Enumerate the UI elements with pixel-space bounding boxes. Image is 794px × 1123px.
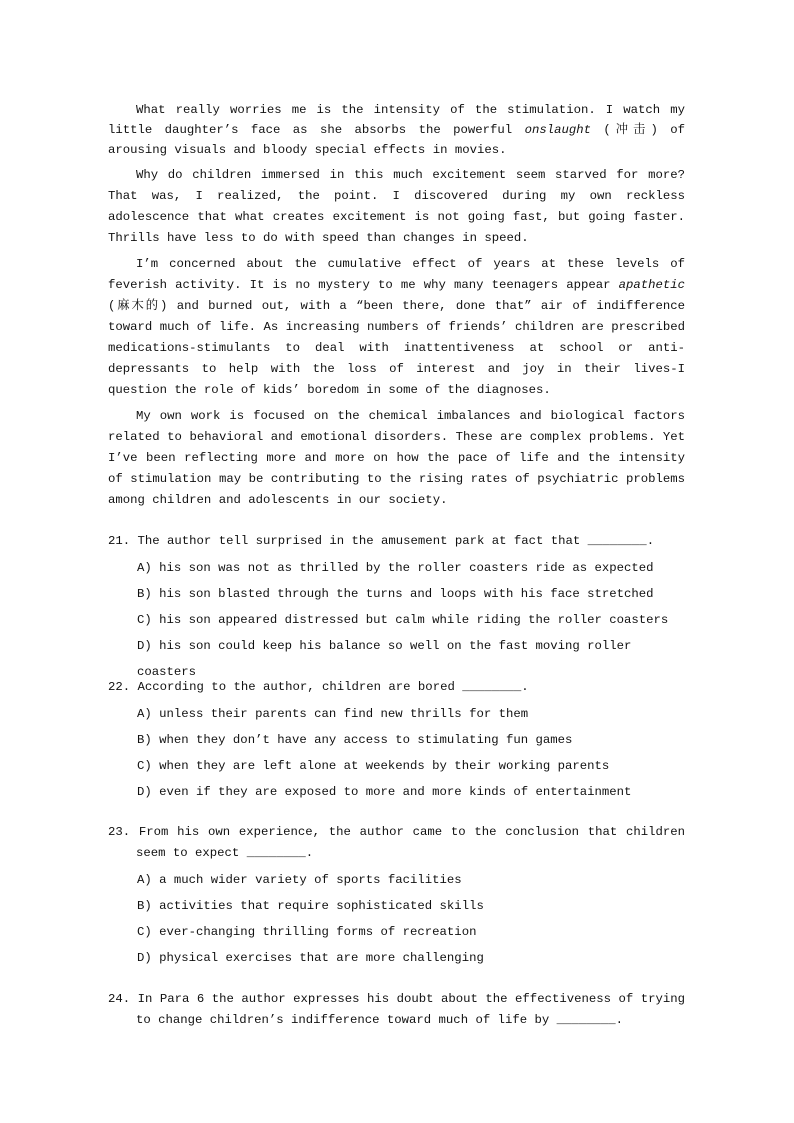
option-c: C) ever-changing thrilling forms of recreation bbox=[137, 925, 477, 939]
option-a: A) a much wider variety of sports facilities bbox=[137, 873, 462, 887]
question-stem: 24. In Para 6 the author expresses his doubt about the effectiveness of trying to change children’s indifference toward much of life by ________. bbox=[108, 992, 685, 1027]
paragraph bbox=[108, 165, 685, 249]
reading-passage bbox=[108, 100, 685, 516]
text: Why do children immersed in this much excitement seem starved for more? That was, I realized, the point. I discovered during my own reckless adolescence that what creates excitement is not going fast, but going faster. Thrills have less to do with speed than changes in speed. bbox=[108, 168, 685, 245]
question-23 bbox=[108, 822, 685, 971]
text: What really worries me is the intensity of the stimulation. I watch my little daughter’s face as she absorbs the powerful bbox=[108, 103, 685, 137]
paragraph bbox=[108, 406, 685, 511]
question-21 bbox=[108, 531, 685, 685]
question-stem: 21. The author tell surprised in the amusement park at fact that ________. bbox=[108, 534, 655, 548]
glossed-word: apathetic bbox=[618, 278, 685, 292]
text: My own work is focused on the chemical imbalances and biological factors related to behavioral and emotional disorders. These are complex problems. Yet I’ve been reflecting more and more on how the pace of life and the intensity of stimulation may be contributing to the rising rates of psychiatric problems among children and adolescents in our society. bbox=[108, 409, 685, 507]
question-stem: 22. According to the author, children are bored ________. bbox=[108, 680, 529, 694]
question-22 bbox=[108, 677, 685, 805]
option-c: C) his son appeared distressed but calm while riding the roller coasters bbox=[137, 613, 669, 627]
option-d: D) his son could keep his balance so well on the fast moving roller coasters bbox=[137, 639, 632, 679]
question-stem: 23. From his own experience, the author came to the conclusion that children seem to expect ________. bbox=[108, 825, 685, 860]
paragraph bbox=[108, 100, 685, 160]
question-24 bbox=[108, 989, 685, 1031]
paragraph bbox=[108, 254, 685, 401]
glossed-word: onslaught bbox=[524, 123, 591, 137]
option-c: C) when they are left alone at weekends by their working parents bbox=[137, 759, 610, 773]
option-a: A) unless their parents can find new thrills for them bbox=[137, 707, 529, 721]
option-d: D) physical exercises that are more challenging bbox=[137, 951, 484, 965]
text: (冲击) of arousing visuals and bloody special effects in movies. bbox=[108, 123, 685, 157]
option-b: B) his son blasted through the turns and loops with his face stretched bbox=[137, 587, 654, 601]
text: I’m concerned about the cumulative effect of years at these levels of feverish activity. It is no mystery to me why many teenagers appear bbox=[108, 257, 685, 292]
text: (麻木的) and burned out, with a “been there, done that” air of indifference toward much of life. As increasing numbers of friends’ children are prescribed medications-stimulants to deal with inattentiveness at school or anti-depressants to help with the loss of interest and joy in their lives-I question the role of kids’ boredom in some of the diagnoses. bbox=[108, 299, 685, 397]
option-d: D) even if they are exposed to more and more kinds of entertainment bbox=[137, 785, 632, 799]
option-a: A) his son was not as thrilled by the roller coasters ride as expected bbox=[137, 561, 654, 575]
option-b: B) when they don’t have any access to stimulating fun games bbox=[137, 733, 573, 747]
option-b: B) activities that require sophisticated skills bbox=[137, 899, 484, 913]
